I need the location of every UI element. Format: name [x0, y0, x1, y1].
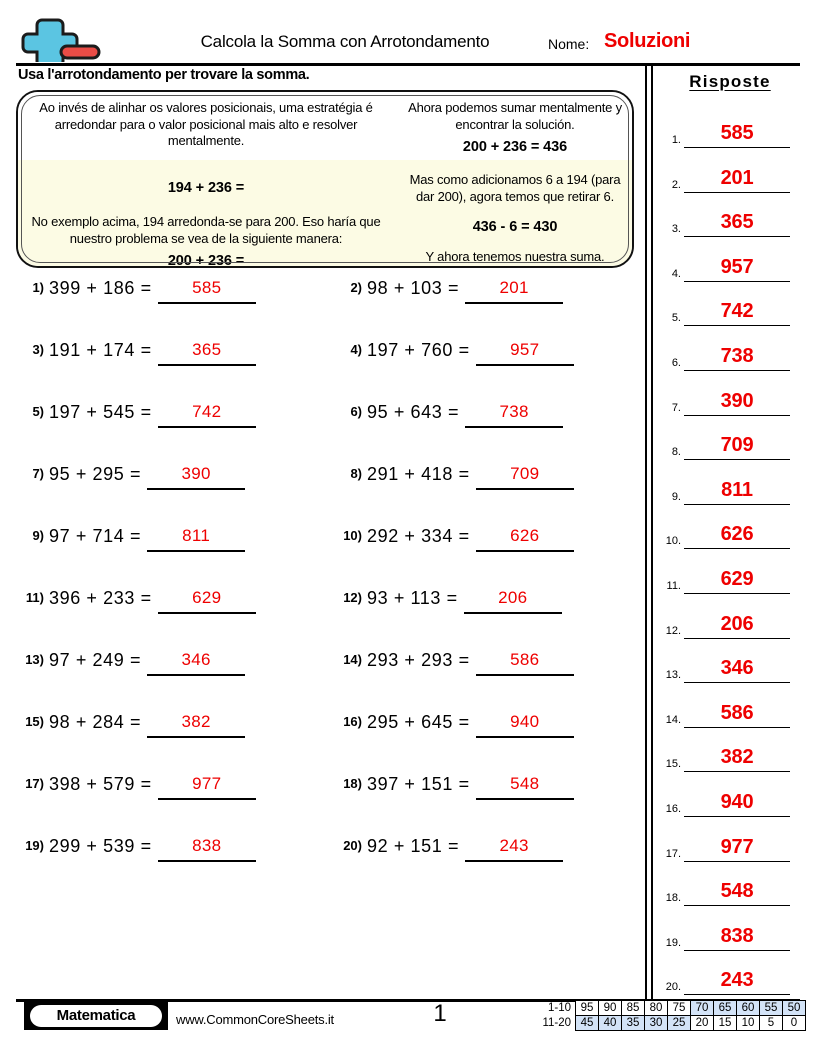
problem-answer-blank[interactable] [465, 834, 563, 862]
problem-expression: 95 + 295 = [49, 464, 142, 484]
answer-row [655, 818, 805, 862]
problem-number: 6) [350, 404, 362, 419]
problem-expression: 97 + 714 = [49, 526, 142, 546]
answer-index: 18. [665, 892, 681, 905]
answer-index: 19. [665, 936, 681, 949]
problem-item [16, 586, 256, 626]
problem-answer-value: 346 [181, 650, 211, 669]
problem-number: 12) [343, 590, 362, 605]
problem-expression: 291 + 418 = [367, 464, 470, 484]
answer-row [655, 282, 805, 326]
brand-badge [24, 1002, 168, 1030]
problem-answer-blank[interactable] [158, 834, 256, 862]
problem-number: 8) [350, 466, 362, 481]
example-left-explain: No exemplo acima, 194 arredonda-se para 200. Eso haría que nuestro problema se vea de la siguiente manera: [31, 214, 381, 246]
answer-value: 382 [720, 746, 754, 769]
page-header [0, 0, 816, 64]
page-number: 1 [433, 1000, 447, 1027]
site-url: www.CommonCoreSheets.it [176, 1012, 334, 1027]
score-table-row [531, 1016, 806, 1031]
answer-index: 15. [665, 758, 681, 771]
problem-answer-blank[interactable] [147, 462, 245, 490]
answer-blank[interactable] [684, 656, 790, 683]
answer-blank[interactable] [684, 745, 790, 772]
answer-value: 629 [720, 568, 754, 590]
answer-blank[interactable] [684, 166, 790, 193]
problem-number: 18) [343, 776, 362, 791]
answer-index: 16. [665, 803, 681, 815]
page-title: Calcola la Somma con Arrotondamento [200, 32, 490, 51]
problem-expression: 292 + 334 = [367, 526, 470, 546]
column-divider-left [645, 63, 647, 999]
problem-item [334, 586, 562, 626]
answer-row [655, 595, 805, 639]
problem-number: 2) [350, 280, 362, 295]
answer-blank[interactable] [684, 121, 790, 148]
answer-value: 365 [720, 211, 754, 234]
answer-index: 2. [671, 178, 681, 191]
answer-blank[interactable] [684, 567, 790, 594]
problem-item [16, 462, 245, 502]
score-cell: 15 [714, 1016, 737, 1031]
score-cell: 80 [645, 1001, 668, 1016]
problem-number: 1) [32, 280, 44, 295]
problem-expression: 98 + 284 = [49, 712, 142, 732]
problem-answer-blank[interactable] [158, 586, 256, 614]
answer-blank[interactable] [684, 299, 790, 326]
answer-row [655, 728, 805, 772]
example-right-yellow [394, 160, 634, 268]
example-left-white [18, 92, 394, 160]
example-right-white [394, 92, 634, 160]
score-cell: 40 [599, 1016, 622, 1031]
answer-row [655, 550, 805, 594]
answer-index: 17. [665, 847, 681, 860]
problem-answer-value: 382 [181, 712, 211, 731]
problem-answer-value: 709 [510, 464, 540, 483]
problem-expression: 399 + 186 = [49, 278, 152, 298]
example-right-equation-1: 200 + 236 = 436 [462, 139, 568, 155]
problem-answer-value: 626 [510, 526, 540, 545]
answer-blank[interactable] [684, 968, 790, 995]
problem-answer-value: 738 [499, 402, 529, 421]
score-cell: 90 [599, 1001, 622, 1016]
example-right-intro: Ahora podemos sumar mentalmente y encontrar la solución. [408, 100, 622, 132]
answer-value: 977 [720, 835, 754, 858]
problem-answer-value: 206 [498, 588, 528, 607]
answer-index: 6. [671, 357, 681, 369]
problem-answer-value: 390 [181, 464, 211, 483]
answer-blank[interactable] [684, 612, 790, 639]
score-cell: 5 [760, 1016, 783, 1031]
score-cell: 20 [691, 1016, 714, 1031]
example-left-column [18, 92, 394, 266]
problem-expression: 397 + 151 = [367, 774, 470, 794]
score-table [531, 1000, 806, 1031]
example-right-closing: Y ahora tenemos nuestra suma. [425, 249, 605, 264]
answer-index: 20. [665, 981, 681, 994]
answer-row [655, 907, 805, 951]
answer-index: 9. [671, 490, 681, 503]
example-box [16, 90, 634, 268]
answer-blank[interactable] [684, 701, 790, 728]
answer-column-title: Risposte [689, 72, 771, 91]
problem-item [334, 400, 563, 440]
problem-answer-value: 585 [192, 278, 222, 297]
score-cell: 50 [783, 1001, 806, 1016]
answer-value: 838 [720, 924, 754, 947]
problem-item [16, 834, 256, 874]
answer-blank[interactable] [684, 478, 790, 505]
answer-value: 626 [720, 523, 754, 546]
answer-row [655, 149, 805, 193]
answer-value: 585 [720, 122, 754, 144]
problem-answer-blank[interactable] [158, 772, 256, 800]
problem-answer-blank[interactable] [476, 462, 574, 490]
answer-index: 1. [671, 134, 681, 146]
problem-answer-value: 977 [192, 774, 222, 793]
problem-answer-value: 243 [499, 836, 529, 855]
answer-row [655, 639, 805, 683]
problem-answer-value: 201 [499, 278, 529, 297]
answer-index: 10. [665, 535, 681, 548]
score-cell: 55 [760, 1001, 783, 1016]
answer-value: 201 [720, 166, 754, 189]
problem-answer-blank[interactable] [476, 710, 574, 738]
answer-row [655, 372, 805, 416]
score-cell: 35 [622, 1016, 645, 1031]
answer-row [655, 416, 805, 460]
problem-answer-value: 365 [192, 340, 222, 359]
name-value: Soluzioni [604, 30, 691, 52]
answer-blank[interactable] [684, 210, 790, 237]
answer-blank[interactable] [684, 433, 790, 460]
score-table-body [531, 1001, 806, 1031]
problem-item [16, 400, 256, 440]
problem-number: 11) [25, 590, 44, 605]
problem-answer-blank[interactable] [465, 400, 563, 428]
problem-answer-blank[interactable] [476, 524, 574, 552]
answer-value: 243 [720, 969, 754, 992]
problem-expression: 396 + 233 = [49, 588, 152, 608]
problem-item [16, 276, 256, 316]
score-cell: 70 [691, 1001, 714, 1016]
answer-row [655, 461, 805, 505]
answer-blank[interactable] [684, 344, 790, 371]
answer-index: 8. [671, 446, 681, 459]
answer-value: 742 [720, 300, 754, 323]
problem-expression: 299 + 539 = [49, 836, 152, 856]
example-right-column [394, 92, 634, 266]
name-label: Nome: [548, 36, 590, 52]
answer-index: 5. [671, 312, 681, 325]
problem-answer-blank[interactable] [464, 586, 562, 614]
problem-number: 9) [32, 528, 44, 543]
answer-row [655, 238, 805, 282]
score-cell: 75 [668, 1001, 691, 1016]
score-cell: 60 [737, 1001, 760, 1016]
problem-expression: 295 + 645 = [367, 712, 470, 732]
answer-row [655, 505, 805, 549]
answer-row [655, 684, 805, 728]
answer-value: 206 [720, 612, 754, 635]
problem-expression: 191 + 174 = [49, 340, 152, 360]
problem-answer-value: 838 [192, 836, 222, 855]
problem-item [334, 462, 574, 502]
problem-item [334, 276, 563, 316]
answer-value: 940 [720, 791, 754, 813]
problem-answer-blank[interactable] [465, 276, 563, 304]
score-cell: 65 [714, 1001, 737, 1016]
score-cell: 95 [576, 1001, 599, 1016]
problem-number: 19) [25, 838, 44, 853]
answer-value: 738 [720, 345, 754, 367]
problem-item [16, 338, 256, 378]
problem-number: 5) [32, 404, 44, 419]
answer-row [655, 327, 805, 371]
problem-item [16, 772, 256, 812]
problem-answer-value: 586 [510, 650, 540, 669]
answer-index: 13. [665, 669, 681, 682]
problem-number: 3) [32, 342, 44, 357]
problem-answer-blank[interactable] [158, 338, 256, 366]
score-cell: 0 [783, 1016, 806, 1031]
answer-value: 957 [720, 255, 754, 278]
problem-answer-blank[interactable] [158, 276, 256, 304]
problem-item [16, 710, 245, 750]
problem-number: 15) [25, 714, 44, 729]
score-cell: 25 [668, 1016, 691, 1031]
problem-item [334, 834, 563, 874]
problem-number: 14) [343, 652, 362, 667]
problem-item [334, 524, 574, 564]
problem-number: 7) [32, 466, 44, 481]
answer-index: 14. [665, 713, 681, 726]
problem-item [334, 648, 574, 688]
answer-value: 586 [720, 701, 754, 724]
example-left-equation-1: 194 + 236 = [167, 180, 245, 196]
example-left-equation-2: 200 + 236 = [167, 253, 245, 268]
problem-expression: 93 + 113 = [367, 588, 458, 608]
answer-value: 811 [721, 478, 753, 501]
problem-expression: 95 + 643 = [367, 402, 460, 422]
problem-number: 13) [25, 652, 44, 667]
problem-expression: 197 + 760 = [367, 340, 470, 360]
problem-answer-value: 548 [510, 774, 540, 793]
answer-blank[interactable] [684, 255, 790, 282]
answer-blank[interactable] [684, 835, 790, 862]
score-row-label: 11-20 [542, 1017, 571, 1029]
answer-blank[interactable] [684, 790, 790, 817]
answer-row [655, 862, 805, 906]
score-cell: 10 [737, 1016, 760, 1031]
problem-item [334, 338, 574, 378]
answer-value: 346 [720, 657, 754, 680]
problem-item [334, 710, 574, 750]
problem-expression: 97 + 249 = [49, 650, 142, 670]
answer-value: 390 [720, 389, 754, 412]
answer-value: 709 [720, 434, 754, 457]
problem-answer-value: 629 [192, 588, 222, 607]
score-cell: 45 [576, 1016, 599, 1031]
problem-answer-value: 742 [192, 402, 222, 421]
answer-index: 4. [671, 267, 681, 280]
answer-index: 3. [671, 223, 681, 236]
problem-expression: 398 + 579 = [49, 774, 152, 794]
brand-label: Matematica [30, 1005, 162, 1027]
answer-row [655, 951, 805, 995]
example-left-intro: Ao invés de alinhar os valores posicionais, uma estratégia é arredondar para o valor posicional mais alto e resolver mentalmente. [39, 100, 373, 148]
answer-blank[interactable] [684, 924, 790, 951]
answer-index: 11. [666, 580, 681, 592]
problem-number: 17) [25, 776, 44, 791]
answer-blank[interactable] [684, 879, 790, 906]
problem-expression: 293 + 293 = [367, 650, 470, 670]
problem-answer-value: 957 [510, 340, 540, 359]
example-right-explain: Mas como adicionamos 6 a 194 (para dar 200), agora temos que retirar 6. [409, 172, 621, 204]
problem-answer-blank[interactable] [158, 400, 256, 428]
answer-index: 7. [671, 401, 681, 414]
problems-grid [16, 276, 634, 896]
problem-answer-blank[interactable] [147, 648, 245, 676]
problem-expression: 92 + 151 = [367, 836, 460, 856]
answer-value: 548 [720, 880, 754, 903]
problem-answer-value: 811 [182, 526, 211, 545]
answer-blank[interactable] [684, 522, 790, 549]
column-divider-right [651, 63, 653, 999]
problem-number: 4) [350, 342, 362, 357]
problem-expression: 197 + 545 = [49, 402, 152, 422]
answer-blank[interactable] [684, 389, 790, 416]
problem-item [16, 524, 245, 564]
answer-index: 12. [665, 624, 681, 637]
problem-answer-blank[interactable] [476, 648, 574, 676]
problem-item [334, 772, 574, 812]
problem-number: 16) [343, 714, 362, 729]
score-row-label: 1-10 [547, 1002, 571, 1014]
problem-number: 10) [343, 528, 362, 543]
answer-column [655, 64, 805, 999]
instruction-text: Usa l'arrotondamento per trovare la somma. [18, 67, 310, 83]
answer-row [655, 773, 805, 817]
plus-minus-icon [16, 16, 104, 62]
problem-item [16, 648, 245, 688]
problem-expression: 98 + 103 = [367, 278, 460, 298]
problem-answer-blank[interactable] [476, 772, 574, 800]
score-cell: 85 [622, 1001, 645, 1016]
answer-row [655, 104, 805, 148]
problem-answer-blank[interactable] [147, 710, 245, 738]
example-right-equation-2: 436 - 6 = 430 [472, 219, 558, 235]
example-left-yellow [18, 160, 394, 268]
problem-answer-blank[interactable] [476, 338, 574, 366]
score-cell: 30 [645, 1016, 668, 1031]
score-table-row [531, 1001, 806, 1016]
problem-answer-blank[interactable] [147, 524, 245, 552]
problem-answer-value: 940 [510, 712, 540, 731]
problem-number: 20) [343, 838, 362, 853]
answer-row [655, 193, 805, 237]
